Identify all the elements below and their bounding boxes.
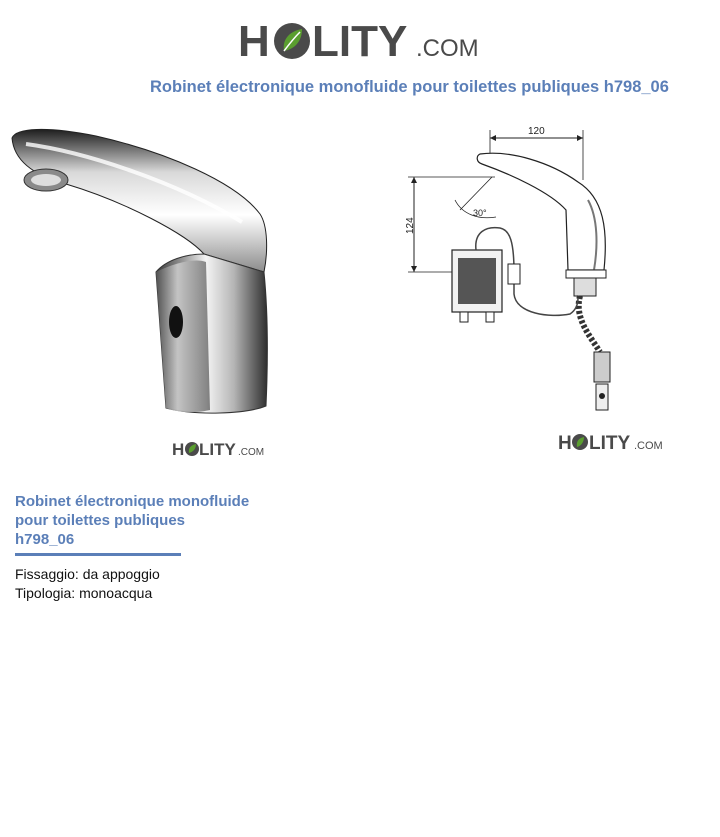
holity-logo[interactable] xyxy=(238,12,488,68)
product-title-line: Robinet électronique monofluide xyxy=(15,493,250,510)
spec-item: Fissaggio: da appoggio xyxy=(15,566,160,582)
logo-prefix: H xyxy=(238,17,270,66)
small-logo-prefix: H xyxy=(558,433,572,454)
dim-width-label: 120 xyxy=(528,126,545,137)
product-photo[interactable] xyxy=(6,122,276,418)
technical-drawing[interactable] xyxy=(400,122,615,422)
small-logo-suffix: LITY xyxy=(589,433,631,454)
page-title: Robinet électronique monofluide pour toilettes publiques h798_06 xyxy=(150,78,669,96)
small-logo-domain: .COM xyxy=(634,440,663,452)
dim-height-label: 124 xyxy=(405,217,416,234)
product-title-line: pour toilettes publiques xyxy=(15,512,186,529)
product-specs xyxy=(15,565,160,603)
small-logo-domain: .COM xyxy=(238,447,264,458)
logo-suffix: LITY xyxy=(312,17,408,66)
logo-domain: .COM xyxy=(416,35,479,62)
small-logo-prefix: H xyxy=(172,440,185,459)
small-logo-suffix: LITY xyxy=(199,440,236,459)
leaf-icon xyxy=(274,23,310,59)
dim-angle-label: 30° xyxy=(473,208,487,218)
leaf-icon xyxy=(185,442,199,456)
spec-item: Tipologia: monoacqua xyxy=(15,585,153,601)
sensor-window xyxy=(169,306,183,338)
holity-logo-small-left[interactable] xyxy=(172,438,264,465)
title-divider xyxy=(15,553,181,556)
holity-logo-small-right[interactable] xyxy=(558,430,666,459)
product-code: h798_06 xyxy=(15,531,75,548)
product-title xyxy=(15,492,295,549)
leaf-icon xyxy=(572,434,588,450)
